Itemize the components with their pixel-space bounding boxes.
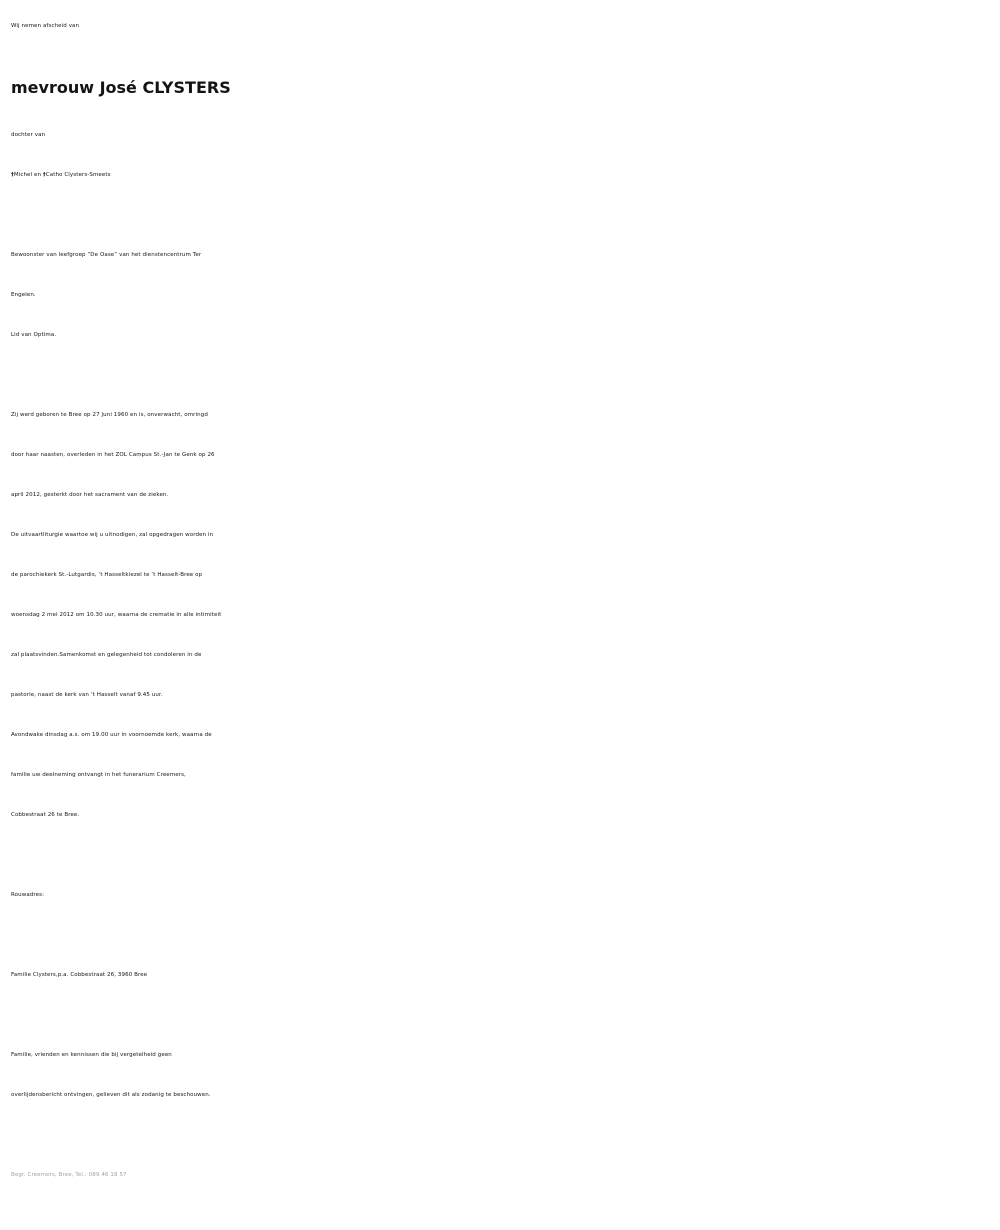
announcement-line: woensdag 2 mei 2012 om 10.30 uur, waarna de crematie in alle intimiteit bbox=[11, 612, 222, 618]
announcement-line: door haar naasten, overleden in het ZOL Campus St.-Jan te Genk op 26 bbox=[11, 452, 215, 458]
obituary-document bbox=[11, 6, 991, 1195]
bio-line: Engelen. bbox=[11, 292, 36, 298]
announcement-line: zal plaatsvinden.Samenkomst en gelegenheid tot condoleren in de bbox=[11, 652, 202, 658]
announcement-line: Avondwake dinsdag a.s. om 19.00 uur in voornoemde kerk, waarna de bbox=[11, 732, 212, 738]
spacer bbox=[11, 195, 991, 235]
bio-line: Bewoonster van leefgroep “De Oase” van het dienstencentrum Ter bbox=[11, 252, 202, 258]
cross-icon: † bbox=[11, 172, 14, 178]
announcement-paragraph bbox=[11, 395, 991, 835]
mother-name: Catho Clysters-Smeets bbox=[45, 172, 111, 178]
parents-line bbox=[11, 155, 991, 195]
spacer bbox=[11, 835, 991, 875]
spacer bbox=[11, 355, 991, 395]
spacer bbox=[11, 995, 991, 1035]
daughter-of-text: dochter van bbox=[11, 132, 46, 138]
mourning-address-label: Rouwadres: bbox=[11, 892, 45, 898]
bio-line: Lid van Optima. bbox=[11, 332, 57, 338]
spacer bbox=[11, 1115, 991, 1155]
notice-line: Familie, vrienden en kennissen die bij vergetelheid geen bbox=[11, 1052, 172, 1058]
announcement-line: Zij werd geboren te Bree op 27 juni 1960 en is, onverwacht, omringd bbox=[11, 412, 208, 418]
notice-line: overlijdensbericht ontvingen, gelieven dit als zodanig te beschouwen. bbox=[11, 1092, 211, 1098]
announcement-line: april 2012, gesterkt door het sacrament van de zieken. bbox=[11, 492, 169, 498]
announcement-line: de parochiekerk St.-Lutgardis, ‘t Hasseltkiezel te ‘t Hasselt-Bree op bbox=[11, 572, 203, 578]
mourning-address: Familie Clysters,p.a. Cobbestraat 26, 3960 Bree bbox=[11, 972, 148, 978]
funeral-home-footer: Begr. Creemers, Bree, Tel.: 089 46 18 57 bbox=[11, 1172, 127, 1178]
spacer bbox=[11, 915, 991, 955]
announcement-line: pastorie, naast de kerk van ‘t Hasselt vanaf 9.45 uur. bbox=[11, 692, 163, 698]
announcement-line: familie uw deelneming ontvangt in het funerarium Creemers, bbox=[11, 772, 186, 778]
deceased-name: mevrouw José CLYSTERS bbox=[11, 78, 231, 97]
intro-text: Wij nemen afscheid van bbox=[11, 23, 80, 29]
cross-icon: † bbox=[42, 172, 46, 178]
announcement-line: De uitvaartliturgie waartoe wij u uitnodigen, zal opgedragen worden in bbox=[11, 532, 214, 538]
announcement-line: Cobbestraat 26 te Bree. bbox=[11, 812, 80, 818]
father-name: Michel en bbox=[13, 172, 43, 178]
